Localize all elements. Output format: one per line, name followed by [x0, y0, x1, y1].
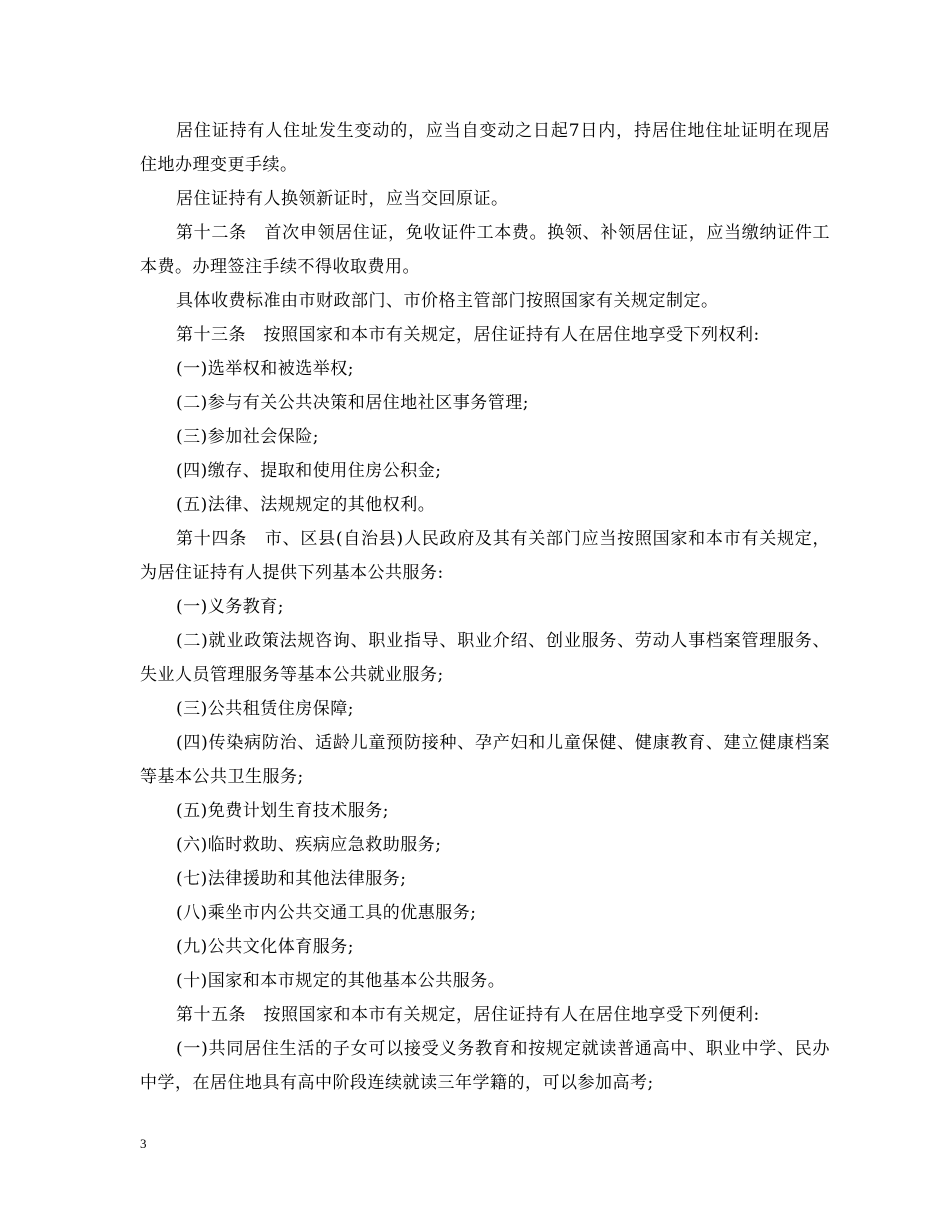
article-13-item-2: (二)参与有关公共决策和居住地社区事务管理; — [176, 393, 529, 413]
article-14-item-2: (二)就业政策法规咨询、职业指导、职业介绍、创业服务、劳动人事档案管理服务、失业人员管理服务等基本公共就业服务; — [140, 631, 830, 685]
article-14-item-1: (一)义务教育; — [176, 597, 284, 617]
article-14-item-6: (六)临时救助、疾病应急救助服务; — [176, 835, 442, 855]
article-15-item-1: (一)共同居住生活的子女可以接受义务教育和按规定就读普通高中、职业中学、民办中学，在居住地具有高中阶段连续就读三年学籍的，可以参加高考; — [140, 1039, 830, 1093]
article-13-item-4: (四)缴存、提取和使用住房公积金; — [176, 461, 442, 481]
article-13: 第十三条 按照国家和本市有关规定，居住证持有人在居住地享受下列权利: — [176, 325, 760, 345]
article-14-item-10: (十)国家和本市规定的其他基本公共服务。 — [176, 971, 506, 991]
article-14: 第十四条 市、区县(自治县)人民政府及其有关部门应当按照国家和本市有关规定，为居住证持有人提供下列基本公共服务: — [140, 529, 830, 583]
article-14-item-7: (七)法律援助和其他法律服务; — [176, 869, 407, 889]
article-13-item-3: (三)参加社会保险; — [176, 427, 319, 447]
article-13-item-5: (五)法律、法规规定的其他权利。 — [176, 495, 436, 515]
document-body — [140, 114, 830, 1100]
article-14-item-3: (三)公共租赁住房保障; — [176, 699, 354, 719]
article-13-item-1: (一)选举权和被选举权; — [176, 359, 354, 379]
article-14-item-8: (八)乘坐市内公共交通工具的优惠服务; — [176, 903, 477, 923]
article-15: 第十五条 按照国家和本市有关规定，居住证持有人在居住地享受下列便利: — [176, 1005, 760, 1025]
paragraph-address-change: 居住证持有人住址发生变动的，应当自变动之日起7日内，持居住地住址证明在现居住地办理变更手续。 — [140, 121, 830, 175]
article-14-item-9: (九)公共文化体育服务; — [176, 937, 354, 957]
article-14-item-4: (四)传染病防治、适龄儿童预防接种、孕产妇和儿童保健、健康教育、建立健康档案等基本公共卫生服务; — [140, 733, 830, 787]
paragraph-card-replacement: 居住证持有人换领新证时，应当交回原证。 — [176, 189, 509, 209]
page-number: 3 — [140, 1136, 147, 1151]
paragraph-fee-standard: 具体收费标准由市财政部门、市价格主管部门按照国家有关规定制定。 — [176, 291, 719, 311]
article-12: 第十二条 首次申领居住证，免收证件工本费。换领、补领居住证，应当缴纳证件工本费。办理签注手续不得收取费用。 — [140, 223, 830, 277]
article-14-item-5: (五)免费计划生育技术服务; — [176, 801, 389, 821]
